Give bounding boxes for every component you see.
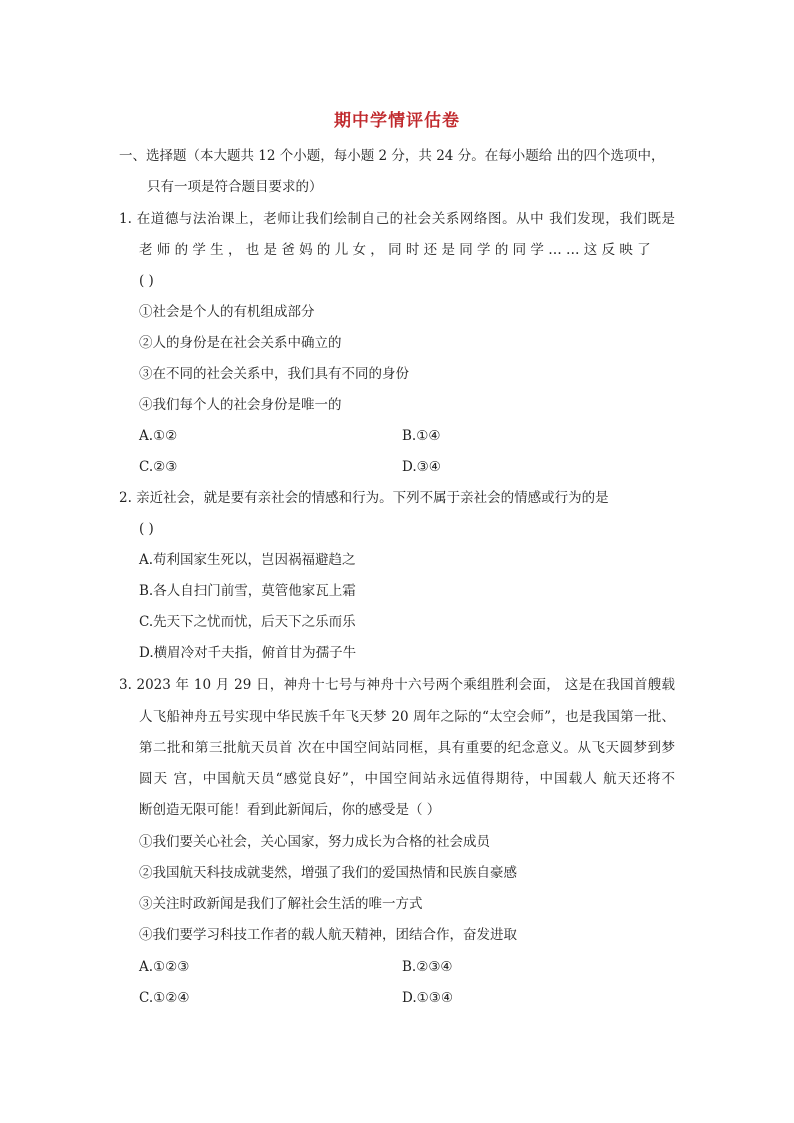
question-3-option-b: B.②③④ [402,959,453,975]
question-2-stem-line-1: 2. 亲近社会，就是要有亲社会的情感和行为。下列不属于亲社会的情感或行为的是 [119,490,609,506]
question-2-answer-blank: ( ) [139,521,154,537]
question-3-option-c: C.①②④ [139,990,190,1006]
question-3-stem-line-4: 圆天 宫，中国航天员“感觉良好”，中国空间站永远值得期待，中国载人 航天还将不 [139,771,675,787]
question-1-statement-1: ①社会是个人的有机组成部分 [139,304,315,320]
question-3-option-a: A.①②③ [139,959,190,975]
question-1-option-d: D.③④ [402,459,441,475]
question-3-stem-line-1: 3. 2023 年 10 月 29 日，神舟十七号与神舟十六号两个乘组胜利会面， 这是在我国首艘载 [119,677,675,693]
question-1-option-a: A.①② [139,428,178,444]
question-3-statement-2: ②我国航天科技成就斐然，增强了我们的爱国热情和民族自豪感 [139,865,517,881]
question-1-option-b: B.①④ [402,428,441,444]
section-heading-line-1: 一、选择题（本大题共 12 个小题，每小题 2 分，共 24 分。在每小题给 出的四个选项中， [119,148,665,164]
question-2-option-c: C.先天下之忧而忧，后天下之乐而乐 [139,614,356,630]
question-3-statement-1: ①我们要关心社会，关心国家，努力成长为合格的社会成员 [139,834,490,850]
page-title: 期中学情评估卷 [334,111,460,131]
question-1-statement-4: ④我们每个人的社会身份是唯一的 [139,397,342,413]
question-3-option-d: D.①③④ [402,990,453,1006]
question-1-statement-2: ②人的身份是在社会关系中确立的 [139,335,342,351]
question-3-statement-3: ③关注时政新闻是我们了解社会生活的唯一方式 [139,896,423,912]
question-3-stem-line-3: 第二批和第三批航天员首 次在中国空间站同框，具有重要的纪念意义。从飞天圆梦到梦 [139,740,675,756]
section-heading-line-2: 只有一项是符合题目要求的） [147,179,323,195]
question-1-stem-line-1: 1. 在道德与法治课上，老师让我们绘制自己的社会关系网络图。从中 我们发现，我们既是 [119,211,675,227]
question-2-option-d: D.横眉冷对千夫指，俯首甘为孺子牛 [139,645,357,661]
question-1-answer-blank: ( ) [139,273,154,289]
question-1-option-c: C.②③ [139,459,178,475]
question-1-stem-line-2: 老 师 的 学 生 ， 也 是 爸 妈 的 儿 女 ， 同 时 还 是 同 学 的 同 学 … … 这 反 映 了 [139,242,651,258]
question-3-statement-4: ④我们要学习科技工作者的载人航天精神，团结合作，奋发进取 [139,927,517,943]
question-3-stem-line-5: 断创造无限可能！看到此新闻后，你的感受是（ ） [139,802,441,818]
question-2-option-b: B.各人自扫门前雪，莫管他家瓦上霜 [139,583,356,599]
question-1-statement-3: ③在不同的社会关系中，我们具有不同的身份 [139,366,409,382]
question-2-option-a: A.苟利国家生死以，岂因祸福避趋之 [139,552,356,568]
question-3-stem-line-2: 人飞船神舟五号实现中华民族千年飞天梦 20 周年之际的“太空会师”，也是我国第一批、 [139,709,675,725]
